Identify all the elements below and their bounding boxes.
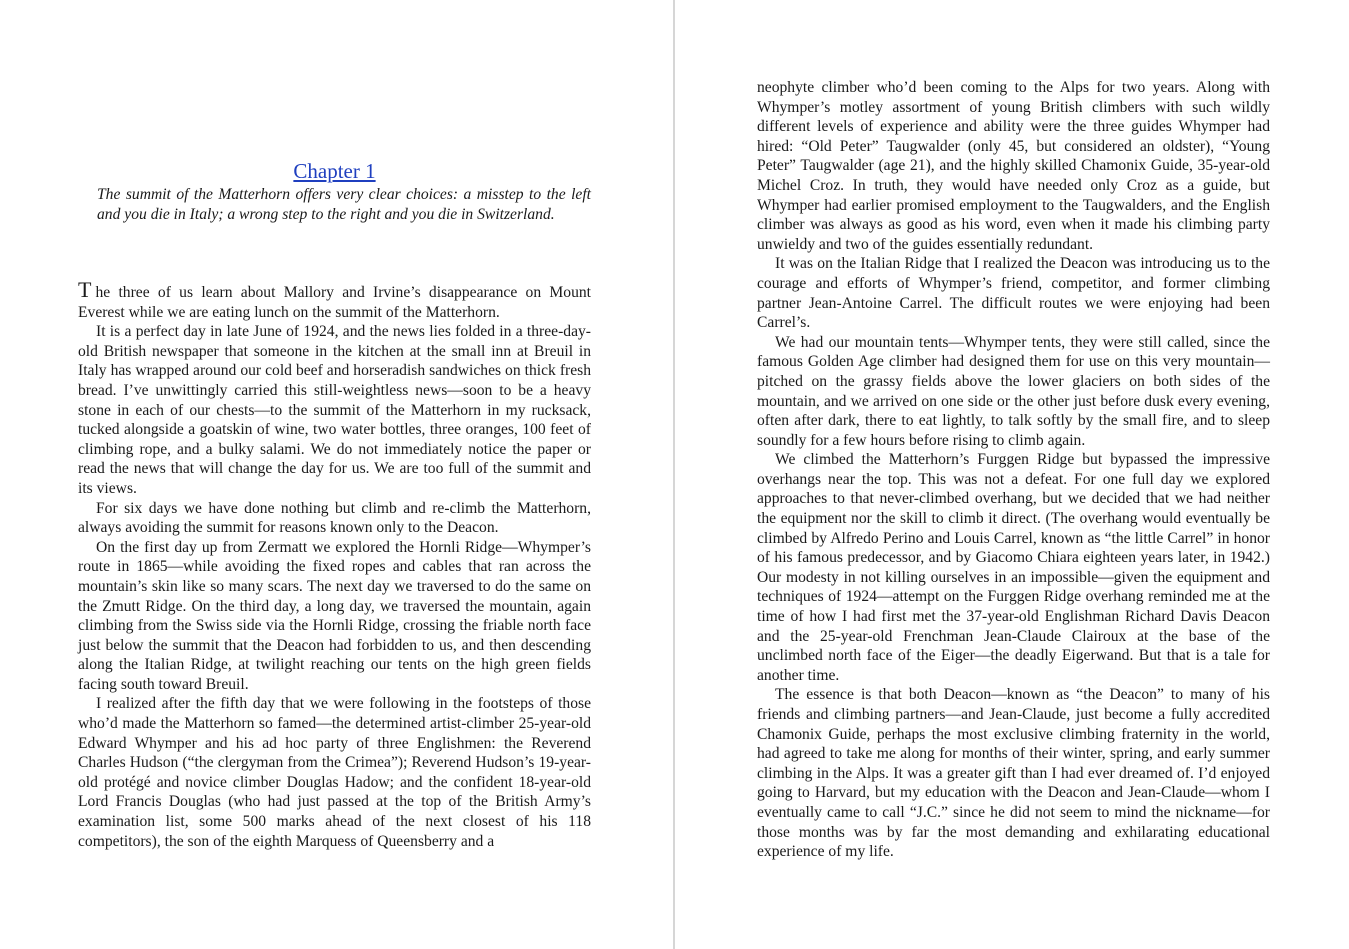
paragraph: It was on the Italian Ridge that I realized the Deacon was introducing us to the courage and efforts of Whymper’s friend, competitor, and former climbing partner Jean-Antoine Carrel. The difficult routes we were enjoying had been Carrel’s. xyxy=(757,255,1270,332)
drop-cap: T xyxy=(78,277,92,302)
epigraph: The summit of the Matterhorn offers very clear choices: a misstep to the left and you die in Italy; a wrong step to the right and you die in Switzerland. xyxy=(97,186,591,223)
paragraph: For six days we have done nothing but climb and re-climb the Matterhorn, always avoiding the summit for reasons known only to the Deacon. xyxy=(78,499,591,537)
paragraph: We had our mountain tents—Whymper tents, they were still called, since the famous Golden Age climber had designed them for use on this very mountain—pitched on the grassy fields above the lower glaciers on both sides of the mountain, and we arrived on one side or the other just before dusk every evening, often after dark, there to eat lightly, to talk softly by the small fire, and to sleep soundly for a few hours before rising to climb again. xyxy=(757,333,1270,449)
right-page xyxy=(675,0,1349,949)
opening-paragraph xyxy=(78,277,591,322)
chapter-title xyxy=(0,158,669,184)
paragraph: I realized after the fifth day that we were following in the footsteps of those who’d made the Matterhorn so famed—the determined artist-climber 25-year-old Edward Whymper and his ad hoc party of three Englishmen: the Reverend Charles Hudson (“the clergyman from the Crimea”); Reverend Hudson’s 19-year-old protégé and novice climber Douglas Hadow; and the confident 18-year-old Lord Francis Douglas (who had just passed at the top of the British Army’s examination list, some 500 marks ahead of the next closest of his 118 competitors), the son of the eighth Marquess of Queensberry and a xyxy=(78,695,591,850)
continued-paragraph: neophyte climber who’d been coming to the Alps for two years. Along with Whymper’s motley assortment of young British climbers with such wildly different levels of experience and ability were the three guides Whymper had hired: “Old Peter” Taugwalder (only 45, but considered an oldster), “Young Peter” Taugwalder (age 21), and the highly skilled Chamonix Guide, 35-year-old Michel Croz. In truth, they would have needed only Croz as a guide, but Whymper had earlier promised employment to the Taugwalders, and the English climber was always as good as his word, even when it made his climbing party unwieldy and two of the guides essentially redundant. xyxy=(757,79,1270,253)
left-page xyxy=(0,0,673,949)
right-body-text xyxy=(757,78,1270,862)
opening-paragraph-text: he three of us learn about Mallory and Irvine’s disappearance on Mount Everest while we are eating lunch on the summit of the Matterhorn. xyxy=(78,284,591,321)
chapter-title-link[interactable]: Chapter 1 xyxy=(293,159,376,183)
paragraph: The essence is that both Deacon—known as “the Deacon” to many of his friends and climbing partners—and Jean-Claude, just become a fully accredited Chamonix Guide, perhaps the most exclusive climbing fraternity in the world, had agreed to take me along for months of their winter, spring, and early summer climbing in the Alps. It was a greater gift than I had ever dreamed of. I’d enjoyed going to Harvard, but my education with the Deacon and Jean-Claude—whom I eventually came to call “J.C.” since he did not seem to mind the nickname—for those months was by far the most demanding and exhilarating educational experience of my life. xyxy=(757,686,1270,861)
left-body-text xyxy=(78,277,591,851)
paragraph: On the first day up from Zermatt we explored the Hornli Ridge—Whymper’s route in 1865—while avoiding the fixed ropes and cables that ran across the mountain’s skin like so many scars. The next day we traversed to do the same on the Zmutt Ridge. On the third day, a long day, we traversed the mountain, again climbing from the Swiss side via the Hornli Ridge, crossing the friable north face just below the summit that the Deacon had forbidden to us, and then descending along the Italian Ridge, at twilight reaching our tents on the high green fields facing south toward Breuil. xyxy=(78,538,591,693)
paragraph: It is a perfect day in late June of 1924, and the news lies folded in a three-day-old British newspaper that someone in the kitchen at the small inn at Breuil in Italy has wrapped around our cold beef and horseradish sandwiches on thick fresh bread. I’ve unwittingly carried this still-weightless news—soon to be a heavy stone in each of our chests—to the summit of the Matterhorn in my rucksack, tucked alongside a goatskin of wine, two water bottles, three oranges, 100 feet of climbing rope, and a bulky salami. We do not immediately notice the paper or read the news that will change the day for us. We are too full of the summit and its views. xyxy=(78,323,591,497)
paragraph: We climbed the Matterhorn’s Furggen Ridge but bypassed the impressive overhangs near the top. This was not a defeat. For one full day we explored approaches to that never-climbed overhang, but we decided that we had neither the equipment nor the skill to climb it direct. (The overhang would eventually be climbed by Alfredo Perino and Louis Carrel, known as “the little Carrel” in honor of his famous predecessor, and by Giacomo Chiara eighteen years later, in 1942.) Our modesty in not killing ourselves in an impossible—given the equipment and techniques of 1924—attempt on the Furggen Ridge overhang reminded me at the time of how I had first met the 37-year-old Englishman Richard Davis Deacon and the 25-year-old Frenchman Jean-Claude Clairoux at the base of the unclimbed north face of the Eiger—the deadly Eigerwand. But that is a tale for another time. xyxy=(757,451,1270,684)
